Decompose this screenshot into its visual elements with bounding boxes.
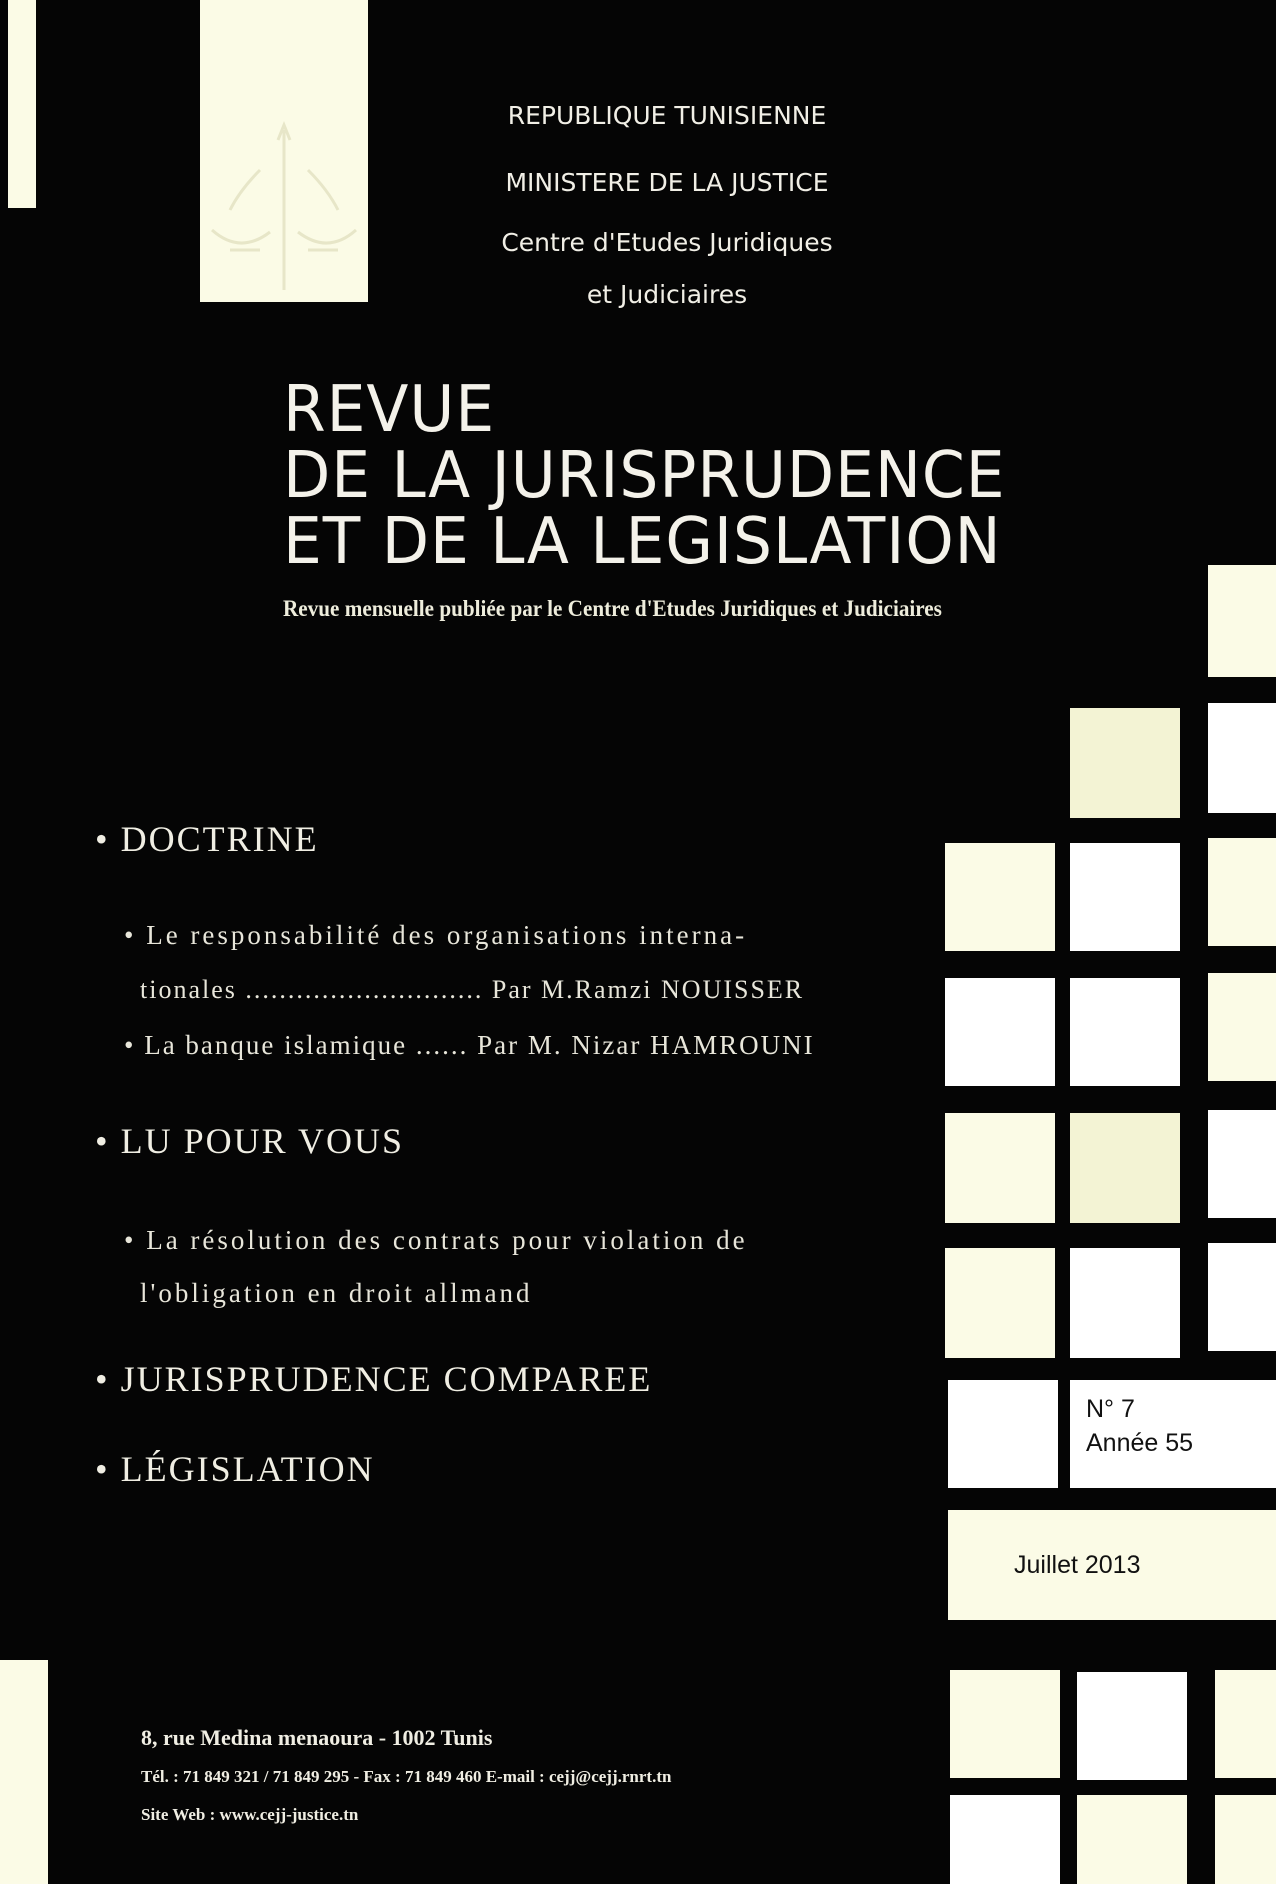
title-line-1: REVUE [283,373,496,447]
grid-square [1077,1672,1187,1780]
grid-square [945,1248,1055,1358]
doctrine-item-1-line-1: • Le responsabilité des organisations interna- [124,920,748,950]
grid-square [1070,1248,1180,1358]
grid-square [945,978,1055,1086]
grid-square [1070,1113,1180,1223]
grid-square [1208,1243,1276,1351]
lu-pour-vous-item-1-line-1: • La résolution des contrats pour violation de [124,1225,748,1255]
emblem-block [200,0,368,302]
footer-website: Site Web : www.cejj-justice.tn [141,1805,359,1824]
header-judiciaires: et Judiciaires [586,280,748,309]
grid-square [1077,1795,1187,1884]
title-line-3: ET DE LA LEGISLATION [283,505,1002,579]
grid-square [945,1113,1055,1223]
grid-square [1215,1795,1276,1884]
grid-square [1070,978,1180,1086]
footer-address: 8, rue Medina menaoura - 1002 Tunis [141,1725,493,1750]
lu-pour-vous-item-1-line-2: l'obligation en droit allmand [140,1278,533,1308]
title-subtitle: Revue mensuelle publiée par le Centre d'Etudes Juridiques et Judiciaires [283,596,942,621]
left-strip-bottom [0,1660,48,1884]
grid-square [1208,703,1276,813]
grid-square [1215,1670,1276,1778]
grid-square [1208,1110,1276,1218]
section-jurisprudence-comparee: • JURISPRUDENCE COMPAREE [95,1359,653,1399]
justice-scale-sword-emblem [200,0,368,302]
header-republique: REPUBLIQUE TUNISIENNE [507,101,827,130]
left-strip-top [8,0,36,208]
issue-number-box [1070,1380,1276,1488]
header-ministere: MINISTERE DE LA JUSTICE [505,168,829,197]
grid-square [1208,565,1276,677]
grid-square [1070,708,1180,818]
section-doctrine: • DOCTRINE [95,819,319,859]
section-lu-pour-vous: • LU POUR VOUS [95,1121,404,1161]
grid-square [950,1795,1060,1884]
issue-year: Année 55 [1086,1429,1194,1457]
grid-square [950,1670,1060,1778]
issue-number: N° 7 [1086,1395,1135,1423]
title-line-2: DE LA JURISPRUDENCE [283,439,1006,513]
issue-date: Juillet 2013 [1014,1551,1141,1579]
doctrine-item-1-line-2: tionales ............................ Par M.Ramzi NOUISSER [140,975,805,1004]
doctrine-item-2: • La banque islamique ...... Par M. Nizar HAMROUNI [124,1030,815,1060]
footer-contact: Tél. : 71 849 321 / 71 849 295 - Fax : 71 849 460 E-mail : cejj@cejj.rnrt.tn [141,1767,672,1786]
section-legislation: • LÉGISLATION [95,1449,375,1489]
grid-square [1208,973,1276,1081]
grid-square [1208,838,1276,946]
issue-date-box [948,1510,1276,1620]
header-centre: Centre d'Etudes Juridiques [501,228,833,257]
grid-square [1070,843,1180,951]
grid-square [945,843,1055,951]
grid-square [948,1380,1058,1488]
